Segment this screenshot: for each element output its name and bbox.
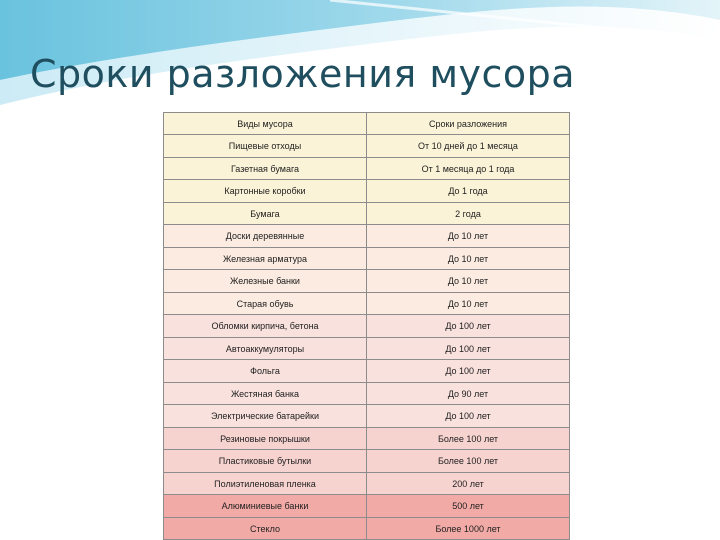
- cell-waste-type: Старая обувь: [164, 293, 367, 315]
- column-header-type: Виды мусора: [164, 113, 367, 135]
- cell-decomposition-time: Более 100 лет: [367, 428, 570, 450]
- cell-decomposition-time: До 100 лет: [367, 338, 570, 360]
- page-title: Сроки разложения мусора: [30, 52, 576, 96]
- table-row: [164, 473, 570, 495]
- cell-waste-type: Железные банки: [164, 270, 367, 293]
- cell-waste-type: Фольга: [164, 360, 367, 383]
- cell-decomposition-time: От 1 месяца до 1 года: [367, 158, 570, 180]
- cell-waste-type: Пищевые отходы: [164, 135, 367, 158]
- cell-waste-type: Полиэтиленовая пленка: [164, 473, 367, 495]
- table-row: [164, 248, 570, 270]
- cell-decomposition-time: До 1 года: [367, 180, 570, 203]
- table-row: [164, 203, 570, 225]
- table-header-row: [164, 113, 570, 135]
- cell-decomposition-time: 500 лет: [367, 495, 570, 518]
- table-row: [164, 338, 570, 360]
- cell-decomposition-time: Более 1000 лет: [367, 518, 570, 540]
- table-row: [164, 383, 570, 405]
- table-row: [164, 180, 570, 203]
- cell-waste-type: Автоаккумуляторы: [164, 338, 367, 360]
- table-row: [164, 495, 570, 518]
- table-body: [164, 135, 570, 540]
- cell-decomposition-time: 200 лет: [367, 473, 570, 495]
- table-row: [164, 158, 570, 180]
- cell-waste-type: Газетная бумага: [164, 158, 367, 180]
- table-row: [164, 360, 570, 383]
- cell-waste-type: Электрические батарейки: [164, 405, 367, 428]
- table-row: [164, 270, 570, 293]
- decomposition-table: [163, 112, 570, 540]
- table-row: [164, 450, 570, 473]
- cell-decomposition-time: До 10 лет: [367, 248, 570, 270]
- cell-waste-type: Жестяная банка: [164, 383, 367, 405]
- cell-decomposition-time: До 10 лет: [367, 293, 570, 315]
- cell-waste-type: Стекло: [164, 518, 367, 540]
- table-row: [164, 135, 570, 158]
- cell-decomposition-time: До 10 лет: [367, 270, 570, 293]
- cell-decomposition-time: До 100 лет: [367, 360, 570, 383]
- cell-decomposition-time: От 10 дней до 1 месяца: [367, 135, 570, 158]
- cell-waste-type: Алюминиевые банки: [164, 495, 367, 518]
- table-row: [164, 428, 570, 450]
- cell-decomposition-time: 2 года: [367, 203, 570, 225]
- cell-waste-type: Обломки кирпича, бетона: [164, 315, 367, 338]
- table-row: [164, 293, 570, 315]
- cell-decomposition-time: До 10 лет: [367, 225, 570, 248]
- cell-decomposition-time: До 90 лет: [367, 383, 570, 405]
- table-row: [164, 518, 570, 540]
- cell-waste-type: Доски деревянные: [164, 225, 367, 248]
- cell-waste-type: Бумага: [164, 203, 367, 225]
- cell-waste-type: Резиновые покрышки: [164, 428, 367, 450]
- cell-waste-type: Картонные коробки: [164, 180, 367, 203]
- table-row: [164, 225, 570, 248]
- cell-decomposition-time: Более 100 лет: [367, 450, 570, 473]
- table-row: [164, 405, 570, 428]
- cell-decomposition-time: До 100 лет: [367, 405, 570, 428]
- column-header-time: Сроки разложения: [367, 113, 570, 135]
- table-row: [164, 315, 570, 338]
- cell-waste-type: Пластиковые бутылки: [164, 450, 367, 473]
- cell-waste-type: Железная арматура: [164, 248, 367, 270]
- cell-decomposition-time: До 100 лет: [367, 315, 570, 338]
